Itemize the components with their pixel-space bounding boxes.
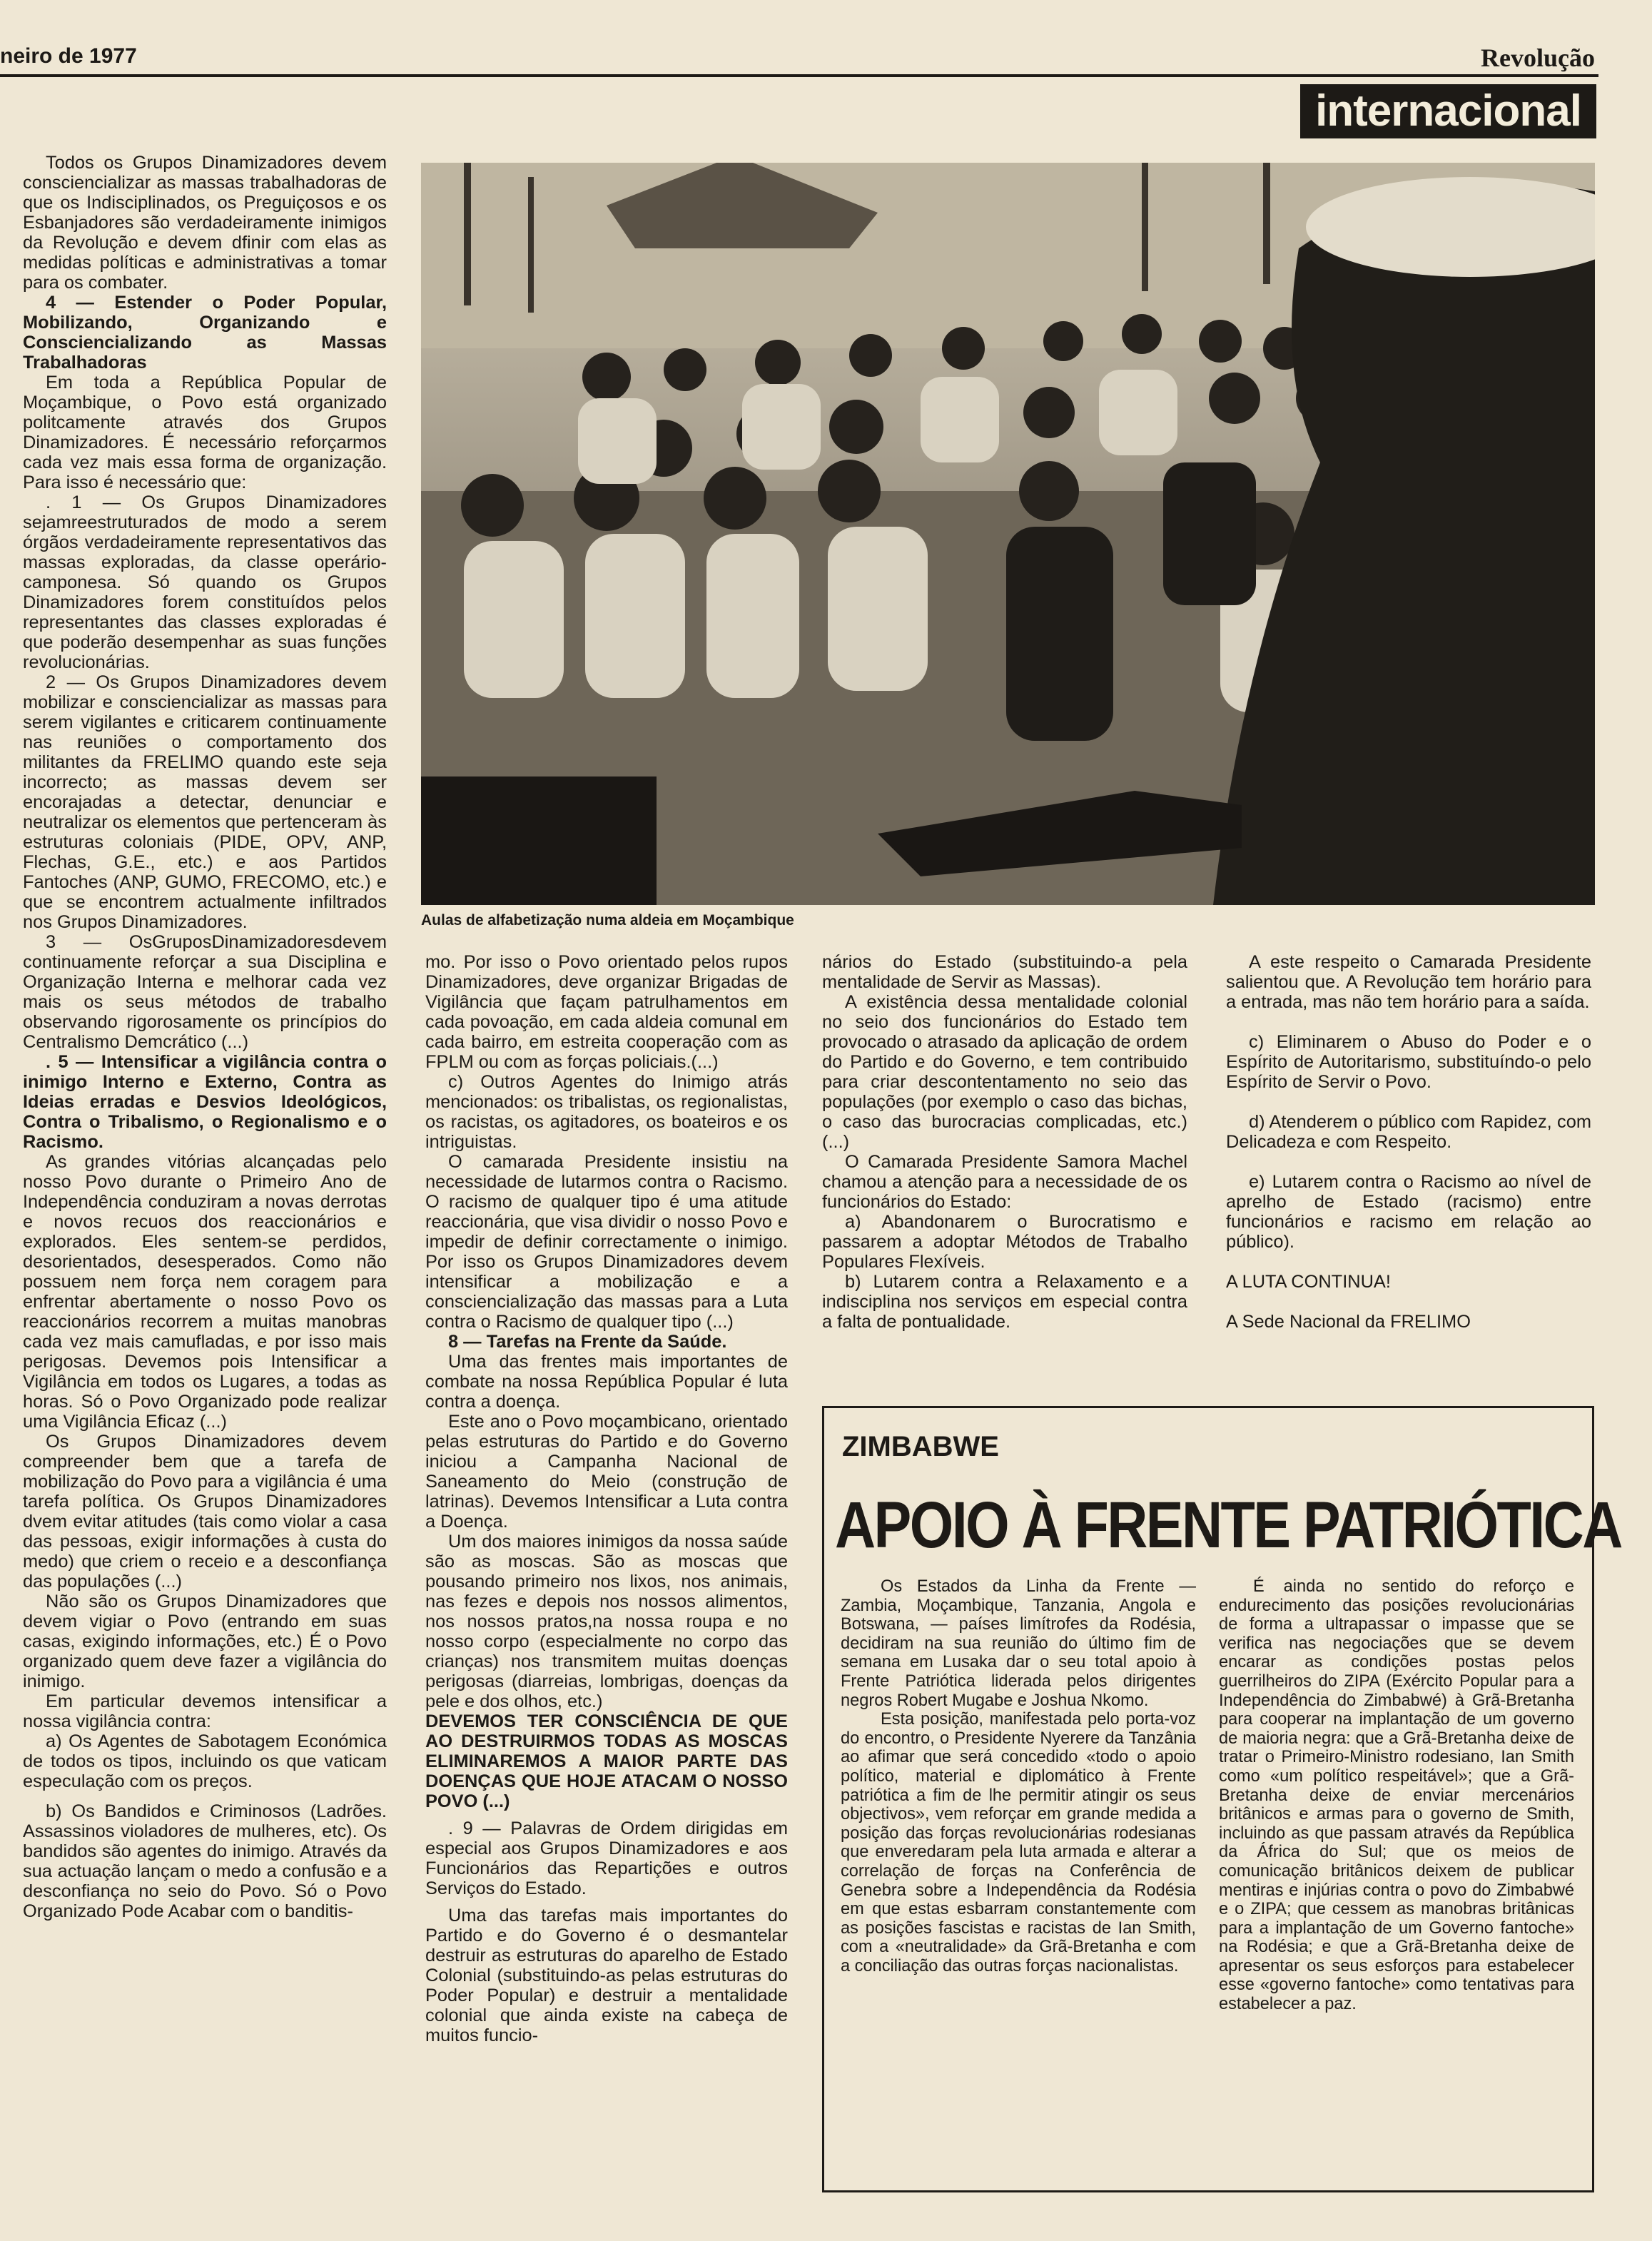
paragraph: Uma das tarefas mais importantes do Partido e do Governo é o desmantelar destruir as estruturas do aparelho de Estado Colonial (substituindo-as pelas estruturas do Poder Popular) e destruir a mentalidade colonial que ainda existe na cabeça de muitos funcio-: [425, 1906, 788, 2045]
closing-slogan: A LUTA CONTINUA!: [1226, 1272, 1391, 1292]
issue-date: neiro de 1977: [0, 44, 137, 68]
zimbabwe-kicker: ZIMBABWE: [842, 1431, 999, 1462]
paragraph: A este respeito o Camarada Presidente salientou que. A Revolução tem horário para a entrada, mas não tem horário para a saída.: [1226, 952, 1591, 1012]
paragraph: Todos os Grupos Dinamizadores devem consciencializar as massas trabalhadoras de que os Indisciplinados, os Preguiçosos e os Esbanjadores são verdadeiramente inimigos da Revolução e devem dfinir com elas as medidas políticas e administrativas a tomar para os combater.: [23, 153, 387, 293]
paragraph: Os Estados da Linha da Frente — Zambia, Moçambique, Tanzania, Angola e Botswana, — países limítrofes da Rodésia, decidiram na sua reunião do último fim de semana em Lusaka dar o seu total apoio à Frente Patriótica liderada pelos dirigentes negros Robert Mugabe e Joshua Nkomo.: [841, 1577, 1196, 1710]
zimbabwe-column-left: [841, 1577, 1196, 1976]
paragraph: O camarada Presidente insistiu na necessidade de lutarmos contra o Racismo. O racismo de qualquer tipo é uma atitude reaccionária, que visa dividir o nosso Povo e impedir de definir correctamente o inimigo. Por isso os Grupos Dinamizadores devem intensificar a mobilização e a consciencialização das massas para a Luta contra o Racismo de qualquer tipo (...): [425, 1152, 788, 1332]
subheading: . 5 — Intensificar a vigilância contra o inimigo Interno e Externo, Contra as Ideias erradas e Desvios Ideológicos, Contra o Tribalismo, o Regionalismo e o Racismo.: [23, 1052, 387, 1152]
zimbabwe-column-right: [1219, 1577, 1574, 2014]
zimbabwe-headline: APOIO À FRENTE PATRIÓTICA: [835, 1489, 1621, 1562]
paragraph: Não são os Grupos Dinamizadores que devem vigiar o Povo (entrando em suas casas, exigindo informações, etc.) É o Povo organizado quem deve fazer a vigilância do inimigo.: [23, 1592, 387, 1691]
section-banner: internacional: [1300, 84, 1596, 138]
paragraph: O Camarada Presidente Samora Machel chamou a atenção para a necessidade de os funcionários do Estado:: [822, 1152, 1187, 1212]
paragraph: Os Grupos Dinamizadores devem compreender bem que a tarefa de mobilização do Povo para a vigilância é uma tarefa política. Os Grupos Dinamizadores dvem evitar atitudes (tais como violar a casa das pessoas, exigir informações à custa do medo) que criem o receio e a desconfiança das populações (...): [23, 1432, 387, 1592]
paragraph: c) Eliminarem o Abuso do Poder e o Espírito de Autoritarismo, substituíndo-o pelo Espírito de Servir o Povo.: [1226, 1032, 1591, 1092]
paragraph: a) Os Agentes de Sabotagem Económica de todos os tipos, incluindo os que vaticam especulação com os preços.: [23, 1731, 387, 1791]
paragraph: A existência dessa mentalidade colonial no seio dos funcionários do Estado tem provocado o atrasado da aplicação de ordem do Partido e do Governo, e tem contribuido para criar descontentamento no seio das populações (por exemplo o caso das bichas, o caso das burocracias complicadas, etc.) (...): [822, 992, 1187, 1152]
paragraph: b) Lutarem contra a Relaxamento e a indisciplina nos serviços em especial contra a falta de pontualidade.: [822, 1272, 1187, 1332]
paragraph: Uma das frentes mais importantes de combate na nossa República Popular é luta contra a doença.: [425, 1352, 788, 1412]
emphasis-paragraph: DEVEMOS TER CONSCIÊNCIA DE QUE AO DESTRUIRMOS TODAS AS MOSCAS ELIMINAREMOS A MAIOR PARTE DAS DOENÇAS QUE HOJE ATACAM O NOSSO POVO (...): [425, 1711, 788, 1811]
photo-literacy-class: [421, 163, 1595, 905]
paragraph: 2 — Os Grupos Dinamizadores devem mobilizar e consciencializar as massas para serem vigilantes e criticarem continuamente nas reuniões o comportamento dos militantes da FRELIMO quando este seja incorrecto; as massas devem ser encorajadas a detectar, denunciar e neutralizar os elementos que pertenceram às estruturas coloniais (PIDE, OPV, ANP, Flechas, G.E., etc.) e aos Partidos Fantoches (ANP, GUMO, FRECOMO, etc.) e que se encontrem actualmente infiltrados nos Grupos Dinamizadores.: [23, 672, 387, 932]
paragraph: Em toda a República Popular de Moçambique, o Povo está organizado politcamente através dos Grupos Dinamizadores. É necessário reforçarmos cada vez mais essa forma de organização. Para isso é necessário que:: [23, 373, 387, 492]
photo-caption: Aulas de alfabetização numa aldeia em Moçambique: [421, 912, 794, 929]
signature: A Sede Nacional da FRELIMO: [1226, 1312, 1471, 1332]
paragraph: 3 — OsGruposDinamizadoresdevem continuamente reforçar a sua Disciplina e Organização Interna e melhorar cada vez mais os seus métodos de trabalho observando rigorosamente os princípios do Centralismo Demcrático (...): [23, 932, 387, 1052]
paragraph: Este ano o Povo moçambicano, orientado pelas estruturas do Partido e do Governo iniciou a Campanha Nacional de Saneamento do Meio (construção de latrinas). Devemos Intensificar a Luta contra a Doença.: [425, 1412, 788, 1532]
paragraph: As grandes vitórias alcançadas pelo nosso Povo durante o Primeiro Ano de Independência conduziram a novas derrotas e novos recuos dos reaccionários e explorados. Eles sentem-se perdidos, desorientados, desesperados. Como não possuem nem força nem coragem para enfrentar abertamente o nosso Povo os reaccionários recorrem a muitas manobras cada vez mais camufladas, e por isso mais perigosas. Devemos pois Intensificar a Vigilância em todos os Lugares, a todas as horas. Só o Povo Organizado pode realizar uma Vigilância Eficaz (...): [23, 1152, 387, 1432]
article-column-3: [822, 952, 1187, 1332]
paragraph: e) Lutarem contra o Racismo ao nível de aprelho de Estado (racismo) entre funcionários e racismo em relação ao público).: [1226, 1172, 1591, 1252]
header-rule: [0, 74, 1598, 77]
paragraph: Em particular devemos intensificar a nossa vigilância contra:: [23, 1691, 387, 1731]
paragraph: b) Os Bandidos e Criminosos (Ladrões. Assassinos violadores de mulheres, etc). Os bandidos são agentes do inimigo. Através da sua actuação lançam o medo a confusão e a desconfiança no seio do Povo. Só o Povo Organizado Pode Acabar com o banditis-: [23, 1801, 387, 1921]
paragraph: nários do Estado (substituindo-a pela mentalidade de Servir as Massas).: [822, 952, 1187, 992]
subheading: 8 — Tarefas na Frente da Saúde.: [448, 1332, 727, 1352]
paragraph: Esta posição, manifestada pelo porta-voz do encontro, o Presidente Nyerere da Tanzânia ao afimar que será concedido «todo o apoio político, material e diplomático à Frente patriótica a fim de lhe permitir atingir os seus objectivos», vem reforçar em grande medida a posição das forças revolucionárias rodesianas que enveredaram pela luta armada e alterar a correlação de forças na Conferência de Genebra sobre a Independência da Rodésia em que estas esbarram constantemente com as posições fascistas e racistas de Ian Smith, com a «neutralidade» da Grã-Bretanha e com a conciliação das outras forças nacionalistas.: [841, 1710, 1196, 1976]
paragraph: mo. Por isso o Povo orientado pelos rupos Dinamizadores, deve organizar Brigadas de Vigilância que façam patrulhamentos em cada povoação, em cada aldeia comunal em cada bairro, em estreita cooperação com as FPLM ou com as forças policiais.(...): [425, 952, 788, 1072]
article-column-1: [23, 153, 387, 1921]
subheading: . 9 — Palavras de Ordem dirigidas em especial aos Grupos Dinamizadores e aos Funcionários das Repartições e outros Serviços do Estado.: [425, 1818, 788, 1898]
paragraph: d) Atenderem o público com Rapidez, com Delicadeza e com Respeito.: [1226, 1112, 1591, 1152]
article-column-2: [425, 952, 788, 2045]
article-column-4: [1226, 952, 1591, 1332]
photo-illustration: [421, 163, 1595, 905]
publication-name: Revolução: [1481, 44, 1595, 72]
paragraph: É ainda no sentido do reforço e endurecimento das posições revolucionárias de forma a ultrapassar o impasse que se verifica nas negociações que se devem encarar as condições postas pelos guerrilheiros do ZIPA (Exército Popular para a Independência do Zimbabwé) à Grã-Bretanha para cooperar na implantação de um governo de maioria negra: que a Grã-Bretanha deixe de tratar o Primeiro-Ministro rodesiano, Ian Smith como «um político respeitável»; que a Grã-Bretanha deixe de enviar mercenários britânicos e armas para o governo de Smith, incluindo as que passam através da República da África do Sul; que os meios de comunicação britânicos deixem de publicar mentiras e injúrias contra o povo do Zimbabwé e o ZIPA; que cessem as manobras britânicas para a implantação de um Governo fantoche» na Rodésia; e que a Grã-Bretanha deixe de apresentar os seus esforços para estabelecer esse «governo fantoche» como tentativas para estabelecer a paz.: [1219, 1577, 1574, 2014]
paragraph: c) Outros Agentes do Inimigo atrás mencionados: os tribalistas, os regionalistas, os racistas, os agitadores, os boateiros e os intriguistas.: [425, 1072, 788, 1152]
subheading: 4 — Estender o Poder Popular, Mobilizando, Organizando e Consciencializando as Massas Trabalhadoras: [23, 293, 387, 373]
paragraph: . 1 — Os Grupos Dinamizadores sejamreestruturados de modo a serem órgãos verdadeiramente representativos das massas exploradas, da classe operário-camponesa. Só quando os Grupos Dinamizadores forem constituídos pelos representantes das classes exploradas é que poderão desempenhar as suas funções revolucionárias.: [23, 492, 387, 672]
paragraph: a) Abandonarem o Burocratismo e passarem a adoptar Métodos de Trabalho Populares Flexíveis.: [822, 1212, 1187, 1272]
paragraph: Um dos maiores inimigos da nossa saúde são as moscas. São as moscas que pousando primeiro nos lixos, nos animais, nas fezes e depois nos nossos alimentos, nos nossos pratos,na nossa roupa e no nosso corpo (especialmente no corpo das crianças) nos transmitem muitas doenças perigosas (diarreias, lombrigas, doenças da pele e dos olhos, etc.): [425, 1532, 788, 1711]
